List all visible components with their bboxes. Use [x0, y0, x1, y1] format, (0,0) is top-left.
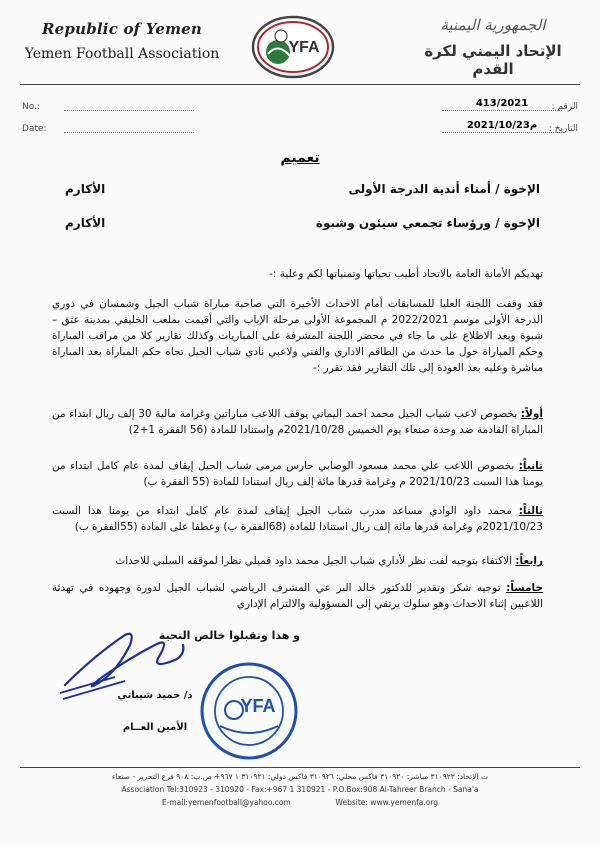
- item-lead: ثانياً:: [518, 460, 543, 472]
- footer-email: E-mail:yemenfootball@yahoo.com: [161, 798, 291, 807]
- association-name-en: Yemen Football Association: [24, 46, 220, 62]
- item-lead: رابعاً:: [515, 555, 543, 567]
- footer-contact: [20, 798, 580, 807]
- document-title: تعميم: [280, 150, 320, 166]
- item-text: بخصوص اللاعب علي محمد مسعود الوصابي حارس مرمى شباب الجيل إيقاف لمدة عام كامل ابتداء من يومنا هذا السبت 2021/10/23 م وغرامة قدرها مائة إلف ريال استنادا للمادة (55 الفقرة ب): [52, 460, 543, 488]
- official-stamp: [198, 660, 300, 762]
- addressee-honorific: الأكارم: [65, 182, 106, 196]
- decision-item-4: [52, 553, 543, 569]
- item-lead: خامساً:: [506, 582, 543, 594]
- footer-arabic: ت الإتحاد: ٣١٠٩٢٣ مباشر: ٣١٠٩٢٠ فاكس محلي: ٣١٠٩٢٦ فاكس دولي: ٣١٠٩٢١ ١ ٩٦٧+ ص.ب: ٩٠٨ فرع التحرير - صنعاء: [111, 772, 489, 781]
- signatory-name: د/ حميد شيباني: [117, 690, 193, 701]
- date-dotted-line-ar: [442, 132, 562, 133]
- stamp-logo-text: YFA: [240, 696, 276, 716]
- item-lead: ثالثاً:: [518, 505, 543, 517]
- decision-item-5: [52, 580, 543, 612]
- header-divider: [20, 84, 580, 85]
- date-label-en: Date:: [22, 124, 47, 134]
- logo-text: YFA: [288, 39, 320, 56]
- ref-label-en: No.:: [22, 102, 40, 112]
- footer-divider: [20, 767, 580, 768]
- date-dotted-line-en: [64, 132, 194, 133]
- footer-website: Website: www.yemenfa.org: [335, 798, 439, 807]
- date-label-ar: التاريخ :: [548, 124, 578, 134]
- decision-item-1: [52, 406, 543, 438]
- association-name-ar: الإتحاد اليمني لكرة القدم: [424, 42, 562, 78]
- signatory-title: الأمين العــام: [122, 722, 188, 733]
- addressee-honorific: الأكارم: [65, 216, 106, 230]
- decision-item-3: [52, 503, 543, 535]
- ref-dotted-line-en: [64, 110, 194, 111]
- ref-number: 413/2021: [475, 98, 529, 109]
- header-english: [22, 20, 222, 62]
- item-text: الاكتفاء بتوجيه لفت نظر لأداري شباب الجيل محمد داود قميلي نظرا لموقفه السلبي للاحداث: [115, 555, 516, 567]
- decision-item-2: [52, 458, 543, 490]
- republic-name-en: Republic of Yemen: [42, 20, 202, 38]
- ref-label-ar: الرقم :: [551, 102, 578, 112]
- republic-name-ar: الجمهورية اليمنية: [440, 16, 546, 34]
- header-arabic: [408, 16, 578, 78]
- item-text: بخصوص لاعب شباب الجيل محمد احمد اليماني يوقف اللاعب مباراتين وغرامة مالية 30 إلف ريال ابتداء من المباراة القادمة ضد وحدة صنعاء يوم الخميس 2021/10/28م واستنادا للمادة (56 الفقرة 1+2): [52, 408, 543, 436]
- date-value: 2021/10/23م: [466, 120, 538, 131]
- addressee-text: الإخوة / ورؤساء تجمعي سيئون وشبوة: [315, 216, 540, 230]
- yfa-logo: [250, 14, 336, 80]
- ref-dotted-line-ar: [442, 110, 562, 111]
- greeting: تهديكم الأمانة العامة بالاتحاد أطيب تحياتها وتمنياتها لكم وعلية :-: [269, 268, 543, 280]
- item-text: توجيه شكر وتقدير للدكتور خالد البر عي المشرف الرياضي لشباب الجيل لدورة وجهوده في تهدئة اللاعبين إثناء الاحداث وهو سلوك يرتقي إلى المسؤولية والالتزام الإداري: [52, 582, 543, 610]
- intro-paragraph: فقد وقفت اللجنة العليا للمسابقات أمام الاحداث الأخيرة التي صاحبة مباراة شباب الجيل وشمسان في دوري الدرجة الأولى موسم 2022/2021 م المجموعة الأولى مرحلة الإياب والتي أقيمت بملعب الخليفي بمدينة عتق – شبوة وبعد الاطلاع على ما جاء في محضر اللجنة المشرفة على المباريات وكذلك تقارير كلا من مراقب المباراة وحكم المباراة حول ما حدث من الطاقم الاداري والفني ولاعبي نادي شباب الجيل تجاه حكم المباراة بعد المباراة مباشرة وعليه بعد العودة إلى تلك التقارير فقد تقرر :-: [52, 298, 544, 374]
- footer-english: Association Tel:310923 - 310920 - Fax:+967 1 310921 - P.O.Box:908 Al-Tahreer Branch - Sana'a: [121, 785, 479, 794]
- item-text: محمد داود الوادي مساعد مدرب شباب الجيل إيقاف لمدة عام كامل ابتداء من يومنا هذا السبت 2021/10/23م وغرامة قدرها مائة إلف ريال استنادا للمادة (68الفقرة ب) وعطفا على المادة (55الفقرة ب): [52, 505, 543, 533]
- item-lead: أولاً:: [520, 408, 544, 420]
- addressee-text: الإخوة / أمناء أندية الدرجة الأولى: [348, 182, 540, 196]
- closing-line: و هذا وتقبلوا خالص التحية: [158, 629, 300, 642]
